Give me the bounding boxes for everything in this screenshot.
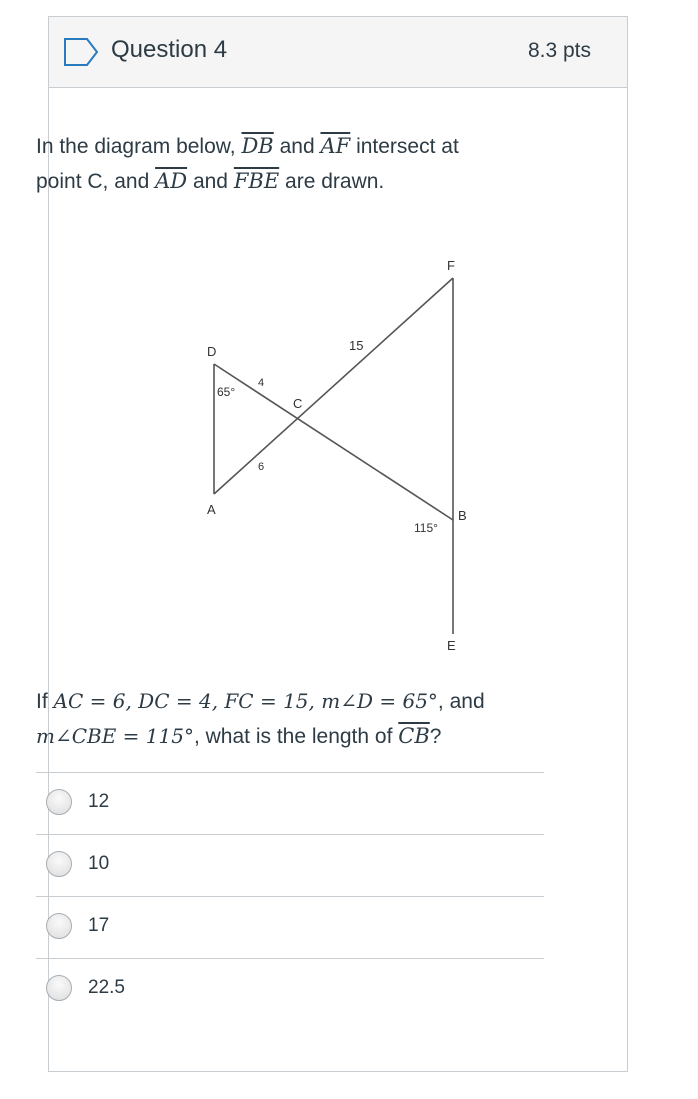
answer-option-label: 22.5 xyxy=(88,977,125,998)
question-header xyxy=(49,17,627,88)
point-label-b: B xyxy=(458,508,467,523)
angle-label-d: 65° xyxy=(217,385,236,399)
flag-icon[interactable] xyxy=(63,37,99,67)
length-label-ac: 6 xyxy=(258,461,265,473)
segment-ad: $\overline{AD}$ xyxy=(155,169,188,193)
segment-af: $\overline{AF}$ xyxy=(320,134,351,158)
point-label-a: A xyxy=(207,502,216,517)
point-label-e: E xyxy=(447,638,456,653)
segment-cb: $\overline{CB}$ xyxy=(398,724,430,748)
question-prompt-line-1: If AC = 6, DC = 4, FC = 15, m∠D = 65°, and xyxy=(36,689,485,713)
radio-button[interactable] xyxy=(46,789,72,815)
given-angle: m∠CBE = 115° xyxy=(36,724,194,748)
answer-option-label: 12 xyxy=(88,791,110,812)
length-label-fc: 15 xyxy=(349,338,364,353)
segment-af-line xyxy=(214,278,453,494)
question-title: Question 4 xyxy=(111,36,228,63)
answer-option[interactable] xyxy=(36,896,544,958)
angle-label-cbe: 115° xyxy=(414,521,438,535)
question-intro-line-1: In the diagram below, $\overline{DB}$ and $\overline{AF}$ intersect at xyxy=(36,134,459,158)
point-label-d: D xyxy=(207,344,217,359)
question-points: 8.3 pts xyxy=(527,39,591,62)
point-label-f: F xyxy=(447,258,455,273)
answer-option[interactable] xyxy=(36,772,544,834)
radio-button[interactable] xyxy=(46,851,72,877)
radio-button[interactable] xyxy=(46,975,72,1001)
question-prompt-line-2: m∠CBE = 115°, what is the length of $\overline{CB}$? xyxy=(36,724,442,748)
answer-option[interactable] xyxy=(36,958,544,1020)
answer-option-label: 10 xyxy=(88,853,110,874)
length-label-dc: 4 xyxy=(258,377,265,389)
geometry-diagram xyxy=(140,238,467,658)
given-values: AC = 6, DC = 4, FC = 15, m∠D = 65° xyxy=(53,689,438,713)
question-intro-line-2: point C, and $\overline{AD}$ and $\overline{FBE}$ are drawn. xyxy=(36,169,385,193)
point-label-c: C xyxy=(293,396,303,411)
answer-option[interactable] xyxy=(36,834,544,896)
answer-option-label: 17 xyxy=(88,915,110,936)
radio-button[interactable] xyxy=(46,913,72,939)
answer-options xyxy=(36,772,544,1020)
segment-fbe: $\overline{FBE}$ xyxy=(233,169,280,193)
segment-db: $\overline{DB}$ xyxy=(241,134,274,158)
segment-db-line xyxy=(214,364,453,520)
